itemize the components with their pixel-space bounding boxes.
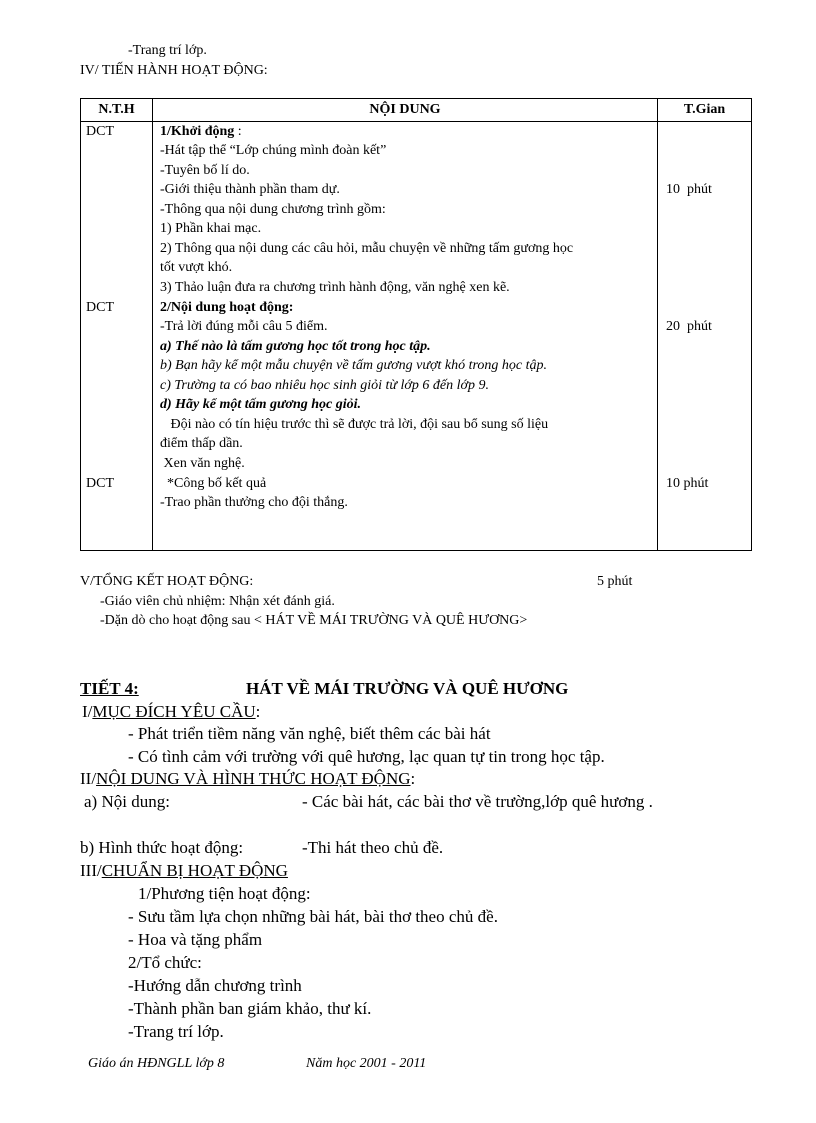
section-v-line: -Giáo viên chủ nhiệm: Nhận xét đánh giá. [100,594,335,609]
section-v-line2-emph: HÁT VỀ MÁI TRƯỜNG VÀ QUÊ HƯƠNG> [265,613,528,628]
content-line: 1) Phần khai mạc. [160,221,262,236]
lesson-line: - Sưu tầm lựa chọn những bài hát, bài thơ theo chủ đề. [128,907,498,926]
heading-prefix: II/ [80,769,97,788]
lesson-label: TIẾT 4: [80,679,139,698]
content-line: -Trao phần thưởng cho đội thắng. [160,495,348,510]
section-v-line2-prefix: -Dặn dò cho hoạt động sau < [100,613,266,628]
content-value: - Các bài hát, các bài thơ về trường,lớp quê hương . [302,792,653,811]
time-cell: 20 phút [666,319,712,334]
part1-title-suffix: : [234,124,242,139]
content-label: a) Nội dung: [84,792,170,811]
lesson-line: -Thành phần ban giám khảo, thư kí. [128,999,372,1018]
lesson-line: 2/Tổ chức: [128,953,202,972]
nth-cell: DCT [86,300,114,315]
heading-prefix: I/ [82,702,93,721]
lesson-title: HÁT VỀ MÁI TRƯỜNG VÀ QUÊ HƯƠNG [246,679,569,698]
section-v-time: 5 phút [597,574,633,589]
heading-title: MỤC ĐÍCH YÊU CẦU [92,702,256,721]
question-line: d) Hãy kể một tấm gương học giỏi. [160,397,362,412]
content-line: -Tuyên bố lí do. [160,163,250,178]
lesson-section-heading [80,861,288,881]
content-line: Đội nào có tín hiệu trước thì sẽ được trả lời, đội sau bổ sung số liệu [160,417,549,432]
content-line: 2) Thông qua nội dung các câu hỏi, mẫu chuyện về những tấm gương học [160,241,574,256]
form-value: -Thi hát theo chủ đề. [302,838,444,857]
time-column [658,122,752,551]
content-line: -Trả lời đúng mỗi câu 5 điểm. [160,319,328,334]
time-cell: 10 phút [666,476,709,491]
heading-suffix: : [410,769,416,788]
content-column [153,122,658,551]
lesson-section-heading [82,702,260,722]
lesson-line: - Phát triển tiềm năng văn nghệ, biết thêm các bài hát [128,724,491,743]
content-line: -Thông qua nội dung chương trình gồm: [160,202,386,217]
content-line: tốt vượt khó. [160,260,233,275]
table-body-row [81,122,752,551]
content-line: *Công bố kết quả [160,476,267,491]
lesson-line: - Hoa và tặng phẩm [128,930,263,949]
content-line: Xen văn nghệ. [160,456,245,471]
decoration-line: -Trang trí lớp. [128,43,207,58]
lesson-line: -Hướng dẫn chương trình [128,976,302,995]
question-line: a) Thế nào là tấm gương học tốt trong học tập. [160,339,431,354]
lesson-section-heading [80,769,415,789]
footer-left: Giáo án HĐNGLL lớp 8 [88,1056,225,1071]
part2-title: 2/Nội dung hoạt động: [160,300,294,315]
part1-title: 1/Khởi động [160,124,235,139]
time-cell: 10 phút [666,182,712,197]
heading-title: CHUẨN BỊ HOẠT ĐỘNG [101,861,288,880]
section-heading-iv: IV/ TIẾN HÀNH HOẠT ĐỘNG: [80,63,268,78]
header-time: T.Gian [658,99,752,122]
nth-column [81,122,153,551]
heading-prefix: III/ [80,861,102,880]
section-heading-v: V/TỔNG KẾT HOẠT ĐỘNG: [80,574,254,589]
table-header-row [81,99,752,122]
part1-title-line [160,124,242,140]
content-line: -Giới thiệu thành phần tham dự. [160,182,340,197]
content-line: 3) Thảo luận đưa ra chương trình hành động, văn nghệ xen kẽ. [160,280,510,295]
lesson-line: 1/Phương tiện hoạt động: [138,884,311,903]
nth-cell: DCT [86,476,114,491]
header-content: NỘI DUNG [153,99,658,122]
content-line: điểm thấp dần. [160,436,243,451]
content-line: -Hát tập thể “Lớp chúng mình đoàn kết” [160,143,387,158]
form-label: b) Hình thức hoạt động: [80,838,244,857]
header-nth: N.T.H [81,99,153,122]
footer-right: Năm học 2001 - 2011 [306,1056,427,1071]
nth-cell: DCT [86,124,114,139]
activity-table [80,98,752,551]
question-line: b) Bạn hãy kể một mẫu chuyện về tấm gương vượt khó trong học tập. [160,358,547,373]
lesson-line: - Có tình cảm với trường với quê hương, lạc quan tự tin trong học tập. [128,747,605,766]
section-v-line2 [100,613,527,629]
question-line: c) Trường ta có bao nhiêu học sinh giỏi từ lớp 6 đến lớp 9. [160,378,489,393]
lesson-line: -Trang trí lớp. [128,1022,224,1041]
heading-title: NỘI DUNG VÀ HÌNH THỨC HOẠT ĐỘNG [96,769,411,788]
heading-suffix: : [255,702,261,721]
